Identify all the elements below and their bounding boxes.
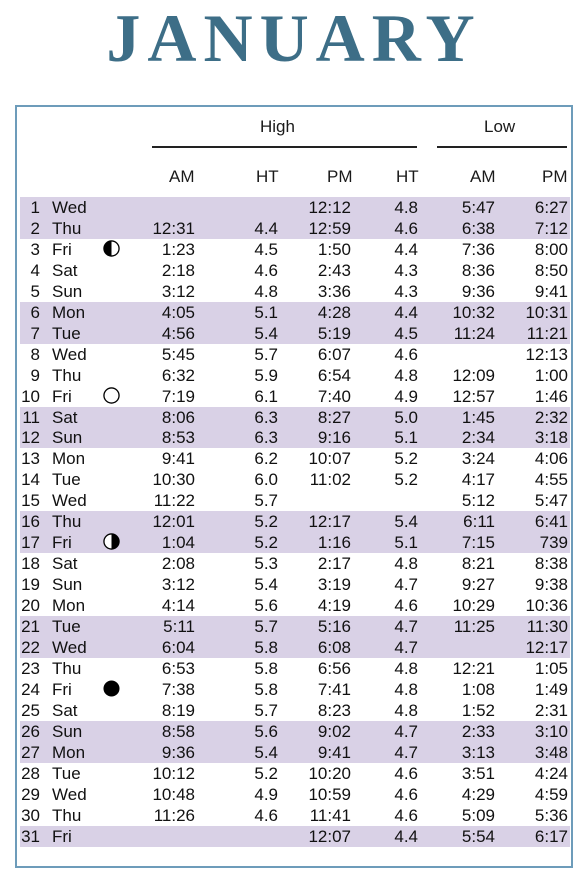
day-number: 7: [30, 323, 40, 343]
day-number: 26: [21, 721, 40, 741]
table-row: [20, 679, 570, 700]
high-pm-height: 4.8: [394, 198, 418, 217]
high-am-time: 8:53: [161, 428, 195, 448]
high-pm-height: 4.4: [394, 239, 418, 259]
day-name: Thu: [52, 365, 82, 385]
day-name: Mon: [52, 596, 86, 616]
high-am-time: 8:58: [161, 721, 195, 741]
day-number: 10: [21, 386, 40, 406]
high-pm-height: 5.2: [394, 470, 418, 490]
high-pm-time: 6:56: [317, 658, 351, 678]
low-pm-time: 9:38: [534, 575, 568, 595]
table-row: [20, 469, 570, 490]
high-pm-time: 4:19: [317, 596, 351, 616]
high-pm-height: 4.7: [394, 617, 418, 636]
table-row: [20, 595, 570, 616]
high-pm-height: 4.8: [394, 554, 418, 574]
low-pm-time: 4:24: [534, 763, 568, 783]
day-name: Sun: [52, 575, 83, 595]
day-name: Sun: [52, 281, 83, 301]
day-number: 16: [21, 512, 40, 532]
table-row: [20, 574, 570, 595]
high-am-height: 5.1: [254, 302, 278, 322]
day-name: Sat: [52, 700, 78, 720]
high-am-height: 5.4: [254, 323, 278, 343]
day-name: Wed: [52, 491, 87, 511]
high-am-height: 5.3: [254, 554, 278, 574]
new-moon-icon: [103, 680, 120, 697]
table-row: [20, 532, 570, 553]
high-pm-height: 4.3: [394, 281, 418, 301]
high-pm-height: 4.6: [394, 596, 418, 616]
high-pm-time: 8:23: [317, 700, 351, 720]
day-name: Tue: [52, 323, 81, 343]
low-pm-time: 12:13: [525, 344, 568, 364]
high-pm-time: 11:02: [309, 470, 351, 490]
day-name: Wed: [52, 784, 87, 804]
high-pm-time: 2:17: [317, 554, 351, 574]
high-am-time: 6:53: [161, 658, 195, 678]
high-am-time: 5:11: [163, 617, 195, 636]
low-am-time: 4:29: [461, 784, 495, 804]
high-am-height: 4.6: [254, 260, 278, 280]
high-pm-height: 5.1: [394, 428, 418, 448]
low-pm-time: 2:32: [534, 407, 568, 427]
last-quarter-moon-icon: [103, 533, 120, 550]
high-pm-height: 4.6: [394, 344, 418, 364]
high-pm-time: 5:16: [317, 617, 351, 636]
day-name: Fri: [52, 679, 72, 699]
high-pm-height: 4.6: [394, 218, 418, 238]
high-pm-time: 3:19: [317, 575, 351, 595]
day-name: Fri: [52, 826, 72, 846]
high-pm-time: 4:28: [317, 302, 351, 322]
table-row: [20, 616, 570, 637]
low-pm-time: 4:59: [534, 784, 568, 804]
low-am-time: 4:17: [461, 470, 495, 490]
high-am-time: 4:56: [161, 323, 195, 343]
low-am-time: 3:51: [461, 763, 495, 783]
low-pm-time: 11:21: [526, 323, 568, 343]
high-header: High: [260, 117, 295, 136]
low-pm-time: 12:17: [525, 637, 568, 657]
day-number: 2: [30, 218, 40, 238]
high-pm-time: 12:12: [308, 198, 351, 217]
low-am-time: 12:09: [452, 365, 495, 385]
high-pm-ht-header: HT: [396, 167, 419, 186]
day-name: Tue: [52, 617, 81, 636]
day-number: 28: [21, 763, 40, 783]
day-number: 27: [21, 742, 40, 762]
low-pm-time: 7:12: [534, 218, 568, 238]
low-am-time: 12:21: [452, 658, 495, 678]
table-row: [20, 281, 570, 302]
high-am-time: 10:48: [152, 784, 195, 804]
low-am-time: 9:27: [461, 575, 495, 595]
high-am-time: 2:08: [161, 554, 195, 574]
low-pm-time: 739: [539, 533, 568, 553]
high-pm-header: PM: [327, 167, 353, 186]
low-pm-time: 2:31: [534, 700, 568, 720]
low-am-header: AM: [470, 167, 496, 186]
day-name: Thu: [52, 658, 82, 678]
table-row: [20, 826, 570, 847]
day-number: 17: [21, 533, 40, 553]
high-pm-time: 12:59: [308, 218, 351, 238]
low-am-time: 10:32: [452, 302, 495, 322]
day-name: Mon: [52, 302, 86, 322]
high-pm-time: 12:17: [308, 512, 351, 532]
low-am-time: 2:34: [461, 428, 495, 448]
day-name: Sat: [52, 407, 78, 427]
high-am-time: 1:23: [161, 239, 195, 259]
day-name: Thu: [52, 805, 82, 825]
low-am-time: 3:24: [461, 449, 495, 469]
table-row: [20, 490, 570, 511]
high-pm-height: 4.6: [394, 763, 418, 783]
low-am-time: 8:36: [461, 260, 495, 280]
table-row: [20, 742, 570, 763]
high-pm-time: 2:43: [317, 260, 351, 280]
high-pm-height: 5.2: [394, 449, 418, 469]
table-row: [20, 365, 570, 386]
low-pm-time: 4:55: [534, 470, 568, 490]
high-am-time: 3:12: [161, 575, 195, 595]
low-am-time: 9:36: [461, 281, 495, 301]
high-am-time: 2:18: [161, 260, 195, 280]
high-pm-height: 4.8: [394, 679, 418, 699]
day-name: Sat: [52, 554, 78, 574]
high-am-height: 5.4: [254, 575, 278, 595]
high-pm-height: 4.5: [394, 323, 418, 343]
high-pm-time: 7:40: [317, 386, 351, 406]
low-am-time: 5:47: [461, 198, 495, 217]
high-am-time: 1:04: [161, 533, 195, 553]
full-moon-icon: [103, 387, 120, 404]
high-am-time: 8:19: [161, 700, 195, 720]
table-row: [20, 553, 570, 574]
day-number: 19: [21, 575, 40, 595]
high-pm-height: 4.4: [394, 826, 418, 846]
day-number: 21: [21, 617, 40, 636]
table-row: [20, 323, 570, 344]
high-pm-time: 9:02: [317, 721, 351, 741]
low-pm-time: 8:50: [534, 260, 568, 280]
day-number: 5: [30, 281, 40, 301]
high-pm-height: 5.4: [394, 512, 418, 532]
high-am-time: 4:05: [161, 302, 195, 322]
high-pm-height: 4.7: [394, 575, 418, 595]
high-am-height: 5.9: [254, 365, 278, 385]
table-row: [20, 218, 570, 239]
high-pm-time: 1:16: [317, 533, 351, 553]
high-am-height: 4.6: [254, 805, 278, 825]
day-number: 14: [21, 470, 40, 490]
high-pm-time: 1:50: [317, 239, 351, 259]
low-pm-time: 1:49: [534, 679, 568, 699]
high-pm-time: 9:16: [317, 428, 351, 448]
day-name: Mon: [52, 742, 86, 762]
high-pm-time: 11:41: [309, 805, 351, 825]
high-pm-time: 6:54: [317, 365, 351, 385]
low-am-time: 10:29: [452, 596, 495, 616]
high-am-height: 5.4: [254, 742, 278, 762]
table-row: [20, 344, 570, 365]
day-name: Fri: [52, 386, 72, 406]
high-am-height: 5.8: [254, 637, 278, 657]
table-row: [20, 784, 570, 805]
high-pm-time: 6:08: [317, 637, 351, 657]
high-am-time: 8:06: [161, 407, 195, 427]
high-am-height: 4.8: [254, 281, 278, 301]
day-number: 13: [21, 449, 40, 469]
table-row: [20, 637, 570, 658]
high-pm-height: 4.8: [394, 658, 418, 678]
high-am-height: 5.2: [254, 533, 278, 553]
low-pm-time: 8:00: [534, 239, 568, 259]
high-am-time: 9:41: [161, 449, 195, 469]
high-am-height: 5.8: [254, 679, 278, 699]
low-pm-time: 1:05: [534, 658, 568, 678]
high-pm-time: 8:27: [317, 407, 351, 427]
high-pm-height: 4.3: [394, 260, 418, 280]
low-am-time: 5:12: [461, 491, 495, 511]
high-am-height: 5.7: [254, 344, 278, 364]
high-pm-time: 6:07: [317, 344, 351, 364]
day-number: 30: [21, 805, 40, 825]
day-name: Wed: [52, 344, 87, 364]
day-number: 31: [21, 826, 40, 846]
high-am-ht-header: HT: [256, 167, 279, 186]
table-row: [20, 197, 570, 218]
high-pm-height: 4.7: [394, 742, 418, 762]
day-name: Tue: [52, 470, 81, 490]
table-row: [20, 448, 570, 469]
low-am-time: 3:13: [461, 742, 495, 762]
high-am-height: 5.8: [254, 658, 278, 678]
low-am-time: 12:57: [452, 386, 495, 406]
low-am-time: 6:38: [461, 218, 495, 238]
day-name: Sat: [52, 260, 78, 280]
high-pm-height: 4.8: [394, 700, 418, 720]
day-number: 11: [22, 407, 40, 427]
high-am-time: 7:19: [161, 386, 195, 406]
low-pm-time: 10:36: [525, 596, 568, 616]
high-am-height: 5.2: [254, 763, 278, 783]
table-row: [20, 239, 570, 260]
high-am-height: 6.0: [254, 470, 278, 490]
day-number: 22: [21, 637, 40, 657]
high-pm-time: 12:07: [308, 826, 351, 846]
high-am-height: 5.6: [254, 596, 278, 616]
low-pm-time: 6:17: [534, 826, 568, 846]
high-am-height: 5.7: [254, 617, 278, 636]
low-am-time: 1:45: [461, 407, 495, 427]
day-name: Thu: [52, 512, 82, 532]
table-row: [20, 805, 570, 826]
high-am-height: 4.4: [254, 218, 278, 238]
day-name: Thu: [52, 218, 82, 238]
day-number: 12: [21, 428, 40, 448]
high-am-height: 5.7: [254, 491, 278, 511]
day-name: Wed: [52, 637, 87, 657]
day-number: 15: [21, 491, 40, 511]
table-row: [20, 427, 570, 448]
day-number: 1: [30, 198, 40, 217]
first-quarter-moon-icon: [103, 240, 120, 257]
table-row: [20, 386, 570, 407]
low-header-rule: [437, 146, 567, 148]
low-am-time: 1:52: [461, 700, 495, 720]
day-number: 3: [30, 239, 40, 259]
day-number: 18: [21, 554, 40, 574]
low-pm-time: 11:30: [526, 617, 568, 636]
high-pm-height: 4.4: [394, 302, 418, 322]
day-number: 4: [30, 260, 40, 280]
day-number: 8: [30, 344, 40, 364]
table-row: [20, 260, 570, 281]
low-am-time: 8:21: [461, 554, 495, 574]
high-pm-height: 5.0: [394, 407, 418, 427]
high-pm-height: 4.6: [394, 805, 418, 825]
high-header-rule: [152, 146, 417, 148]
day-number: 9: [30, 365, 40, 385]
high-am-height: 6.3: [254, 407, 278, 427]
low-am-time: 1:08: [461, 679, 495, 699]
high-am-time: 11:26: [153, 805, 195, 825]
low-am-time: 5:54: [461, 826, 495, 846]
low-pm-time: 9:41: [534, 281, 568, 301]
high-pm-time: 10:20: [308, 763, 351, 783]
table-row: [20, 700, 570, 721]
low-am-time: 7:36: [461, 239, 495, 259]
table-row: [20, 511, 570, 532]
low-header: Low: [484, 117, 516, 136]
high-pm-height: 4.7: [394, 637, 418, 657]
low-pm-time: 1:00: [534, 365, 568, 385]
high-am-header: AM: [169, 167, 195, 186]
high-am-time: 10:12: [152, 763, 195, 783]
low-am-time: 6:11: [463, 512, 495, 532]
low-pm-time: 3:18: [534, 428, 568, 448]
high-am-height: 6.3: [254, 428, 278, 448]
high-pm-time: 10:07: [308, 449, 351, 469]
high-am-time: 7:38: [161, 679, 195, 699]
high-pm-time: 5:19: [317, 323, 351, 343]
high-am-height: 6.1: [254, 386, 278, 406]
high-pm-height: 4.9: [394, 386, 418, 406]
high-am-time: 10:30: [152, 470, 195, 490]
day-name: Mon: [52, 449, 86, 469]
low-pm-time: 6:27: [534, 198, 568, 217]
high-am-height: 5.2: [254, 512, 278, 532]
low-pm-time: 3:48: [534, 742, 568, 762]
low-am-time: 11:24: [453, 323, 495, 343]
high-pm-height: 4.6: [394, 784, 418, 804]
low-am-time: 7:15: [461, 533, 495, 553]
table-row: [20, 721, 570, 742]
day-number: 24: [21, 679, 40, 699]
day-number: 20: [21, 596, 40, 616]
day-name: Tue: [52, 763, 81, 783]
low-pm-time: 3:10: [534, 721, 568, 741]
low-pm-time: 5:47: [534, 491, 568, 511]
day-number: 6: [30, 302, 40, 322]
high-am-time: 5:45: [161, 344, 195, 364]
low-pm-time: 4:06: [534, 449, 568, 469]
page-title: JANUARY: [106, 0, 482, 76]
table-row: [20, 658, 570, 679]
day-name: Fri: [52, 533, 72, 553]
low-pm-time: 6:41: [534, 512, 568, 532]
high-am-height: 5.7: [254, 700, 278, 720]
low-pm-time: 10:31: [525, 302, 568, 322]
high-pm-time: 9:41: [317, 742, 351, 762]
low-pm-time: 8:38: [534, 554, 568, 574]
table-row: [20, 763, 570, 784]
table-row: [20, 407, 570, 428]
day-number: 29: [21, 784, 40, 804]
table-row: [20, 302, 570, 323]
high-am-time: 6:04: [161, 637, 195, 657]
day-name: Sun: [52, 428, 83, 448]
high-pm-height: 4.8: [394, 365, 418, 385]
low-am-time: 5:09: [461, 805, 495, 825]
high-am-height: 4.5: [254, 239, 278, 259]
high-pm-time: 3:36: [317, 281, 351, 301]
high-am-time: 12:31: [152, 218, 195, 238]
high-am-height: 4.9: [254, 784, 278, 804]
high-am-time: 3:12: [161, 281, 195, 301]
high-am-time: 6:32: [161, 365, 195, 385]
high-pm-height: 4.7: [394, 721, 418, 741]
low-am-time: 11:25: [453, 617, 495, 636]
high-pm-time: 10:59: [308, 784, 351, 804]
high-am-height: 6.2: [254, 449, 278, 469]
high-am-time: 4:14: [161, 596, 195, 616]
day-number: 23: [21, 658, 40, 678]
low-pm-time: 5:36: [534, 805, 568, 825]
high-am-time: 9:36: [161, 742, 195, 762]
high-pm-time: 7:41: [317, 679, 351, 699]
low-pm-time: 1:46: [534, 386, 568, 406]
day-name: Sun: [52, 721, 83, 741]
low-pm-header: PM: [542, 167, 568, 186]
high-am-height: 5.6: [254, 721, 278, 741]
high-am-time: 12:01: [152, 512, 195, 532]
day-number: 25: [21, 700, 40, 720]
high-am-time: 11:22: [153, 491, 195, 511]
day-name: Wed: [52, 198, 87, 217]
high-pm-height: 5.1: [394, 533, 418, 553]
day-name: Fri: [52, 239, 72, 259]
low-am-time: 2:33: [461, 721, 495, 741]
